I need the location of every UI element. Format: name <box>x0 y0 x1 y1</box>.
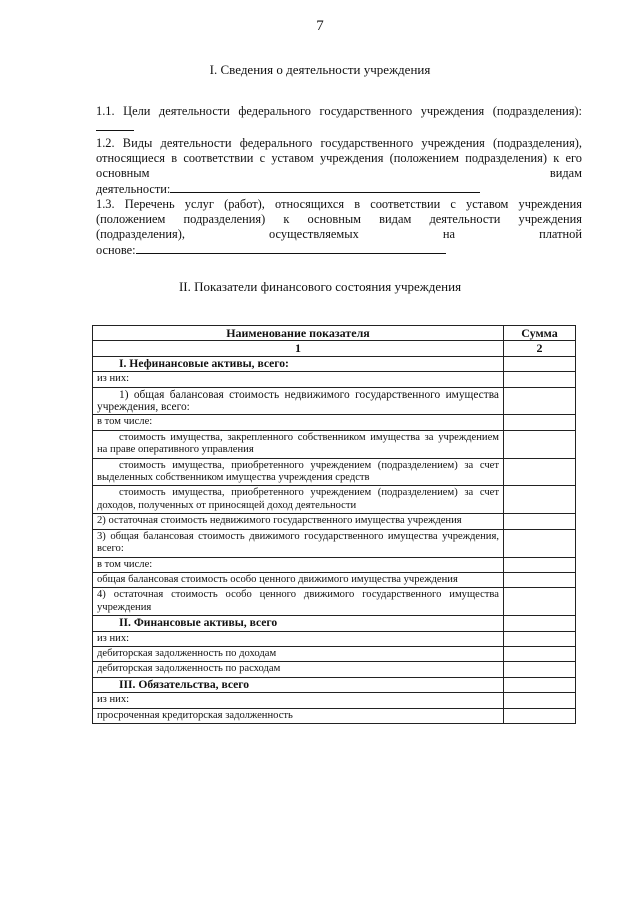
sum-cell[interactable] <box>504 387 576 415</box>
table-row <box>93 572 576 587</box>
sum-cell[interactable] <box>504 430 576 458</box>
table-row <box>93 486 576 514</box>
table-row <box>93 646 576 661</box>
paragraph-1-3-line <box>96 242 582 258</box>
table-row <box>93 372 576 387</box>
sum-cell[interactable] <box>504 646 576 661</box>
table-row <box>93 588 576 616</box>
table-row <box>93 415 576 430</box>
section-2-title: II. Показатели финансового состояния учреждения <box>178 279 462 294</box>
table-row <box>93 616 576 631</box>
fill-blank <box>136 242 446 254</box>
row-label: в том числе: <box>93 415 504 430</box>
table-row <box>93 708 576 723</box>
table-row <box>93 693 576 708</box>
row-label: 1) общая балансовая стоимость недвижимого государственного имущества учреждения, всего: <box>93 387 504 415</box>
row-label: из них: <box>93 693 504 708</box>
table-row <box>93 430 576 458</box>
sum-cell[interactable] <box>504 356 576 371</box>
row-label: в том числе: <box>93 557 504 572</box>
table-row <box>93 514 576 529</box>
row-label: III. Обязательства, всего <box>93 677 504 692</box>
column-number-1: 1 <box>93 341 504 356</box>
page-number: 7 <box>316 18 324 34</box>
table-header-row <box>93 326 576 341</box>
section-1-title: I. Сведения о деятельности учреждения <box>209 62 431 77</box>
sum-cell[interactable] <box>504 557 576 572</box>
row-label: 2) остаточная стоимость недвижимого государственного имущества учреждения <box>93 514 504 529</box>
table-row <box>93 387 576 415</box>
row-label: 4) остаточная стоимость особо ценного движимого государственного имущества учреждения <box>93 588 504 616</box>
table-number-row <box>93 341 576 356</box>
sum-cell[interactable] <box>504 677 576 692</box>
table-row <box>93 458 576 486</box>
paragraph-1-1-text: 1.1. Цели деятельности федерального государственного учреждения (подразделения): <box>96 104 582 118</box>
sum-cell[interactable] <box>504 529 576 557</box>
sum-cell[interactable] <box>504 588 576 616</box>
sum-cell[interactable] <box>504 662 576 677</box>
column-header-sum: Сумма <box>504 326 576 341</box>
sum-cell[interactable] <box>504 372 576 387</box>
sum-cell[interactable] <box>504 514 576 529</box>
sum-cell[interactable] <box>504 458 576 486</box>
column-header-name: Наименование показателя <box>93 326 504 341</box>
column-number-2: 2 <box>504 341 576 356</box>
row-label: общая балансовая стоимость особо ценного движимого имущества учреждения <box>93 572 504 587</box>
table-row <box>93 557 576 572</box>
row-label: из них: <box>93 372 504 387</box>
sum-cell[interactable] <box>504 631 576 646</box>
sum-cell[interactable] <box>504 616 576 631</box>
paragraph-1-1 <box>96 104 582 135</box>
table-row <box>93 529 576 557</box>
sum-cell[interactable] <box>504 693 576 708</box>
table-row <box>93 662 576 677</box>
row-label: дебиторская задолженность по расходам <box>93 662 504 677</box>
table-row <box>93 677 576 692</box>
row-label: I. Нефинансовые активы, всего: <box>93 356 504 371</box>
row-label: II. Финансовые активы, всего <box>93 616 504 631</box>
paragraph-1-3-label: основе: <box>96 243 136 257</box>
row-label: из них: <box>93 631 504 646</box>
row-label: дебиторская задолженность по доходам <box>93 646 504 661</box>
paragraph-1-2-label: деятельности: <box>96 182 171 196</box>
row-label: стоимость имущества, закрепленного собственником имущества за учреждением на праве оперативного управления <box>93 430 504 458</box>
sum-cell[interactable] <box>504 572 576 587</box>
fill-blank <box>170 181 480 193</box>
table-row <box>93 356 576 371</box>
sum-cell[interactable] <box>504 486 576 514</box>
paragraph-1-2: 1.2. Виды деятельности федерального государственного учреждения (подразделения), относящиеся в соответствии с уставом учреждения (положением подразделения) к его основным видам <box>96 136 582 180</box>
paragraph-1-3: 1.3. Перечень услуг (работ), относящихся в соответствии с уставом учреждения (положением подразделения) к основным видам деятельности учреждения (подразделения), осуществляемых на платной <box>96 197 582 241</box>
sum-cell[interactable] <box>504 708 576 723</box>
paragraph-1-2-line <box>96 181 582 197</box>
row-label: стоимость имущества, приобретенного учреждением (подразделением) за счет выделенных собственником имущества учреждения средств <box>93 458 504 486</box>
table-row <box>93 631 576 646</box>
financial-indicators-table <box>92 325 576 724</box>
fill-blank <box>96 119 134 131</box>
sum-cell[interactable] <box>504 415 576 430</box>
row-label: 3) общая балансовая стоимость движимого государственного имущества учреждения, всего: <box>93 529 504 557</box>
row-label: стоимость имущества, приобретенного учреждением (подразделением) за счет доходов, полученных от приносящей доход деятельности <box>93 486 504 514</box>
row-label: просроченная кредиторская задолженность <box>93 708 504 723</box>
